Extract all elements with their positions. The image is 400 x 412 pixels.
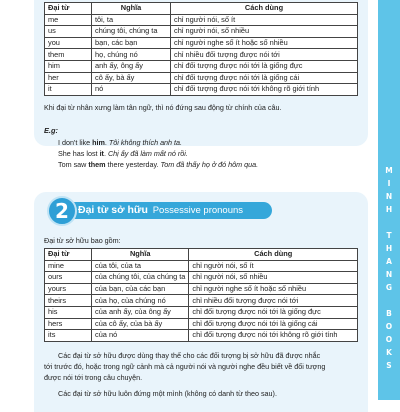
- intro-possessive: Đại từ sở hữu bao gồm:: [44, 236, 121, 245]
- cell-meaning: chúng tôi, chúng ta: [92, 26, 171, 38]
- cell-pronoun: her: [45, 72, 92, 84]
- example-text: .: [103, 149, 108, 158]
- section-title-vi: Đại từ sở hữu: [78, 204, 148, 216]
- cell-pronoun: ours: [45, 272, 92, 284]
- cell-pronoun: its: [45, 330, 92, 342]
- table-row: [45, 272, 358, 284]
- cell-usage: chỉ người nghe số ít hoặc số nhiều: [189, 283, 358, 295]
- cell-pronoun: his: [45, 306, 92, 318]
- cell-pronoun: me: [45, 14, 92, 26]
- cell-meaning: của tôi, của ta: [92, 260, 189, 272]
- possessive-rule-line: Các đại từ sở hữu luôn đứng một mình (không có danh từ theo sau).: [58, 389, 277, 398]
- table-row: [45, 37, 358, 49]
- cell-meaning: của anh ấy, của ông ấy: [92, 306, 189, 318]
- example-sentence: [58, 148, 188, 159]
- cell-meaning: nó: [92, 84, 171, 96]
- table-row: [45, 72, 358, 84]
- table-row: [45, 295, 358, 307]
- cell-usage: chỉ người nói, số ít: [171, 14, 358, 26]
- cell-pronoun: yours: [45, 283, 92, 295]
- example-text: I don't like: [58, 138, 93, 147]
- cell-usage: chỉ đối tượng được nói tới là giống cái: [171, 72, 358, 84]
- table-row: [45, 283, 358, 295]
- table-row: [45, 318, 358, 330]
- example-text: Tom saw: [58, 160, 89, 169]
- possessive-explanation-line3: được nói tới trong câu chuyện.: [44, 373, 143, 382]
- cell-meaning: của bạn, của các bạn: [92, 283, 189, 295]
- cell-usage: chỉ người nói, số nhiều: [189, 272, 358, 284]
- example-pronoun: it: [99, 149, 104, 158]
- table-row: [45, 260, 358, 272]
- example-translation: Tôi không thích anh ta.: [108, 138, 183, 147]
- table-row: [45, 60, 358, 72]
- cell-pronoun: theirs: [45, 295, 92, 307]
- cell-meaning: của họ, của chúng nó: [92, 295, 189, 307]
- example-text: .: [104, 138, 109, 147]
- example-sentence: [58, 159, 258, 170]
- cell-usage: chỉ đối tượng được nói tới là giống đực: [189, 306, 358, 318]
- cell-usage: chỉ đối tượng được nói tới không rõ giới tính: [189, 330, 358, 342]
- cell-usage: chỉ người nghe số ít hoặc số nhiều: [171, 37, 358, 49]
- example-pronoun: him: [92, 138, 105, 147]
- possessive-explanation-line2: tới trước đó, hoặc trong ngữ cảnh mà cả người nói và người nghe đều biết về đối tượng: [44, 362, 326, 371]
- table-row: [45, 306, 358, 318]
- header-pronoun: Đại từ: [45, 249, 92, 261]
- possessive-pronouns-table: [44, 248, 358, 342]
- example-text: there yesterday.: [105, 160, 161, 169]
- cell-pronoun: them: [45, 49, 92, 61]
- example-text: She has lost: [58, 149, 100, 158]
- cell-usage: chỉ nhiều đối tượng được nói tới: [189, 295, 358, 307]
- example-label: E.g:: [44, 126, 58, 135]
- section-number: 2: [47, 196, 77, 226]
- cell-usage: chỉ nhiều đối tượng được nói tới: [171, 49, 358, 61]
- possessive-explanation-line1: Các đại từ sở hữu được dùng thay thế cho các đối tượng bị sở hữu đã được nhắc: [58, 351, 321, 360]
- cell-meaning: tôi, ta: [92, 14, 171, 26]
- table-row: [45, 14, 358, 26]
- table-row: [45, 49, 358, 61]
- cell-pronoun: mine: [45, 260, 92, 272]
- cell-pronoun: it: [45, 84, 92, 96]
- table-row: [45, 84, 358, 96]
- side-brand-label: M I N H T H A N G B O O K S: [385, 166, 393, 370]
- header-usage: Cách dùng: [189, 249, 358, 261]
- table-row: [45, 330, 358, 342]
- cell-usage: chỉ người nói, số nhiều: [171, 26, 358, 38]
- cell-pronoun: hers: [45, 318, 92, 330]
- header-usage: Cách dùng: [171, 3, 358, 15]
- cell-usage: chỉ đối tượng được nói tới là giống đực: [171, 60, 358, 72]
- example-translation: Tom đã thấy họ ở đó hôm qua.: [160, 160, 259, 169]
- cell-usage: chỉ người nói, số ít: [189, 260, 358, 272]
- cell-usage: chỉ đối tượng được nói tới không rõ giới tính: [171, 84, 358, 96]
- example-sentence: [58, 137, 182, 148]
- object-pronouns-table: [44, 2, 358, 96]
- table-row: [45, 26, 358, 38]
- note-object-pronoun: Khi đại từ nhân xưng làm tân ngữ, thì nó đứng sau động từ chính của câu.: [44, 103, 282, 112]
- cell-meaning: của cô ấy, của bà ấy: [92, 318, 189, 330]
- cell-meaning: bạn, các bạn: [92, 37, 171, 49]
- header-pronoun: Đại từ: [45, 3, 92, 15]
- cell-pronoun: us: [45, 26, 92, 38]
- cell-meaning: của chúng tôi, của chúng ta: [92, 272, 189, 284]
- section-title-en: Possessive pronouns: [152, 205, 244, 216]
- cell-meaning: của nó: [92, 330, 189, 342]
- cell-meaning: anh ấy, ông ấy: [92, 60, 171, 72]
- section-title: [78, 202, 243, 219]
- table-header-row: [45, 249, 358, 261]
- header-meaning: Nghĩa: [92, 3, 171, 15]
- example-translation: Chị ấy đã làm mất nó rồi.: [107, 149, 188, 158]
- header-meaning: Nghĩa: [92, 249, 189, 261]
- cell-meaning: họ, chúng nó: [92, 49, 171, 61]
- cell-meaning: cô ấy, bà ấy: [92, 72, 171, 84]
- example-pronoun: them: [88, 160, 106, 169]
- cell-usage: chỉ đối tượng được nói tới là giống cái: [189, 318, 358, 330]
- cell-pronoun: him: [45, 60, 92, 72]
- table-header-row: [45, 3, 358, 15]
- cell-pronoun: you: [45, 37, 92, 49]
